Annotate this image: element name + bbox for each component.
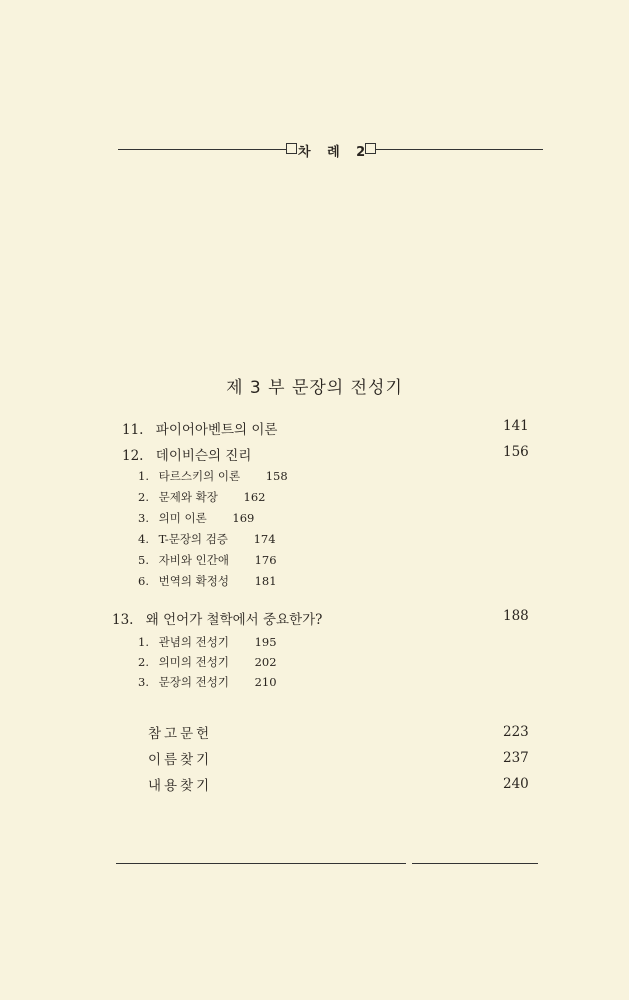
header-box-right bbox=[365, 143, 376, 154]
section-title: 번역의 확정성 bbox=[158, 574, 229, 588]
toc-section-12-5[interactable] bbox=[138, 552, 277, 570]
section-title: 타르스키의 이론 bbox=[158, 469, 241, 483]
toc-chapter-11[interactable] bbox=[122, 418, 277, 436]
chapter-number: 11. bbox=[122, 422, 144, 438]
chapter-number: 13. bbox=[112, 612, 134, 628]
part-title: 제 3 부 문장의 전성기 bbox=[226, 378, 403, 398]
section-page: 174 bbox=[253, 532, 276, 546]
chapter-title: 파이어아벤트의 이론 bbox=[155, 422, 278, 438]
chapter-title: 왜 언어가 철학에서 중요한가? bbox=[145, 612, 323, 628]
chapter-number: 12. bbox=[122, 448, 144, 464]
footer-rule-left bbox=[116, 863, 406, 864]
toc-name-index[interactable]: 이름찾기 bbox=[148, 752, 213, 768]
section-number: 2. bbox=[138, 490, 149, 504]
toc-chapter-13-page: 188 bbox=[503, 608, 529, 624]
toc-chapter-13[interactable] bbox=[112, 608, 322, 626]
toc-references[interactable]: 참고문헌 bbox=[148, 726, 213, 742]
section-number: 3. bbox=[138, 675, 149, 689]
header-rule-right bbox=[376, 149, 543, 150]
section-title: 자비와 인간애 bbox=[158, 553, 229, 567]
section-number: 4. bbox=[138, 532, 149, 546]
section-title: T-문장의 검증 bbox=[158, 532, 228, 546]
section-title: 의미 이론 bbox=[158, 511, 207, 525]
toc-subject-index[interactable]: 내용찾기 bbox=[148, 778, 213, 794]
toc-references-page: 223 bbox=[503, 724, 529, 740]
section-page: 202 bbox=[254, 655, 277, 669]
toc-chapter-12[interactable] bbox=[122, 444, 251, 462]
section-title: 문장의 전성기 bbox=[158, 675, 229, 689]
toc-section-13-2[interactable] bbox=[138, 654, 277, 672]
toc-section-12-2[interactable] bbox=[138, 489, 265, 507]
section-page: 162 bbox=[243, 490, 266, 504]
section-title: 관념의 전성기 bbox=[158, 635, 229, 649]
section-number: 3. bbox=[138, 511, 149, 525]
section-number: 5. bbox=[138, 553, 149, 567]
toc-name-index-page: 237 bbox=[503, 750, 529, 766]
toc-section-12-3[interactable] bbox=[138, 510, 254, 528]
toc-chapter-11-page: 141 bbox=[503, 418, 529, 434]
section-page: 169 bbox=[232, 511, 255, 525]
section-number: 1. bbox=[138, 635, 149, 649]
section-page: 181 bbox=[254, 574, 277, 588]
page-header bbox=[118, 140, 543, 160]
header-title: 차 례 2 bbox=[298, 145, 372, 160]
toc-section-12-4[interactable] bbox=[138, 531, 276, 549]
footer-rule-right bbox=[412, 863, 538, 864]
toc-section-12-6[interactable] bbox=[138, 573, 277, 591]
section-title: 의미의 전성기 bbox=[158, 655, 229, 669]
section-page: 176 bbox=[254, 553, 277, 567]
toc-chapter-12-page: 156 bbox=[503, 444, 529, 460]
section-page: 210 bbox=[254, 675, 277, 689]
toc-section-12-1[interactable] bbox=[138, 468, 288, 486]
section-number: 6. bbox=[138, 574, 149, 588]
section-page: 158 bbox=[265, 469, 288, 483]
header-rule-left bbox=[118, 149, 286, 150]
section-number: 1. bbox=[138, 469, 149, 483]
toc-section-13-1[interactable] bbox=[138, 634, 277, 652]
chapter-title: 데이비슨의 진리 bbox=[155, 448, 252, 464]
section-number: 2. bbox=[138, 655, 149, 669]
toc-subject-index-page: 240 bbox=[503, 776, 529, 792]
header-box-left bbox=[286, 143, 297, 154]
section-page: 195 bbox=[254, 635, 277, 649]
section-title: 문제와 확장 bbox=[158, 490, 218, 504]
toc-section-13-3[interactable] bbox=[138, 674, 277, 692]
